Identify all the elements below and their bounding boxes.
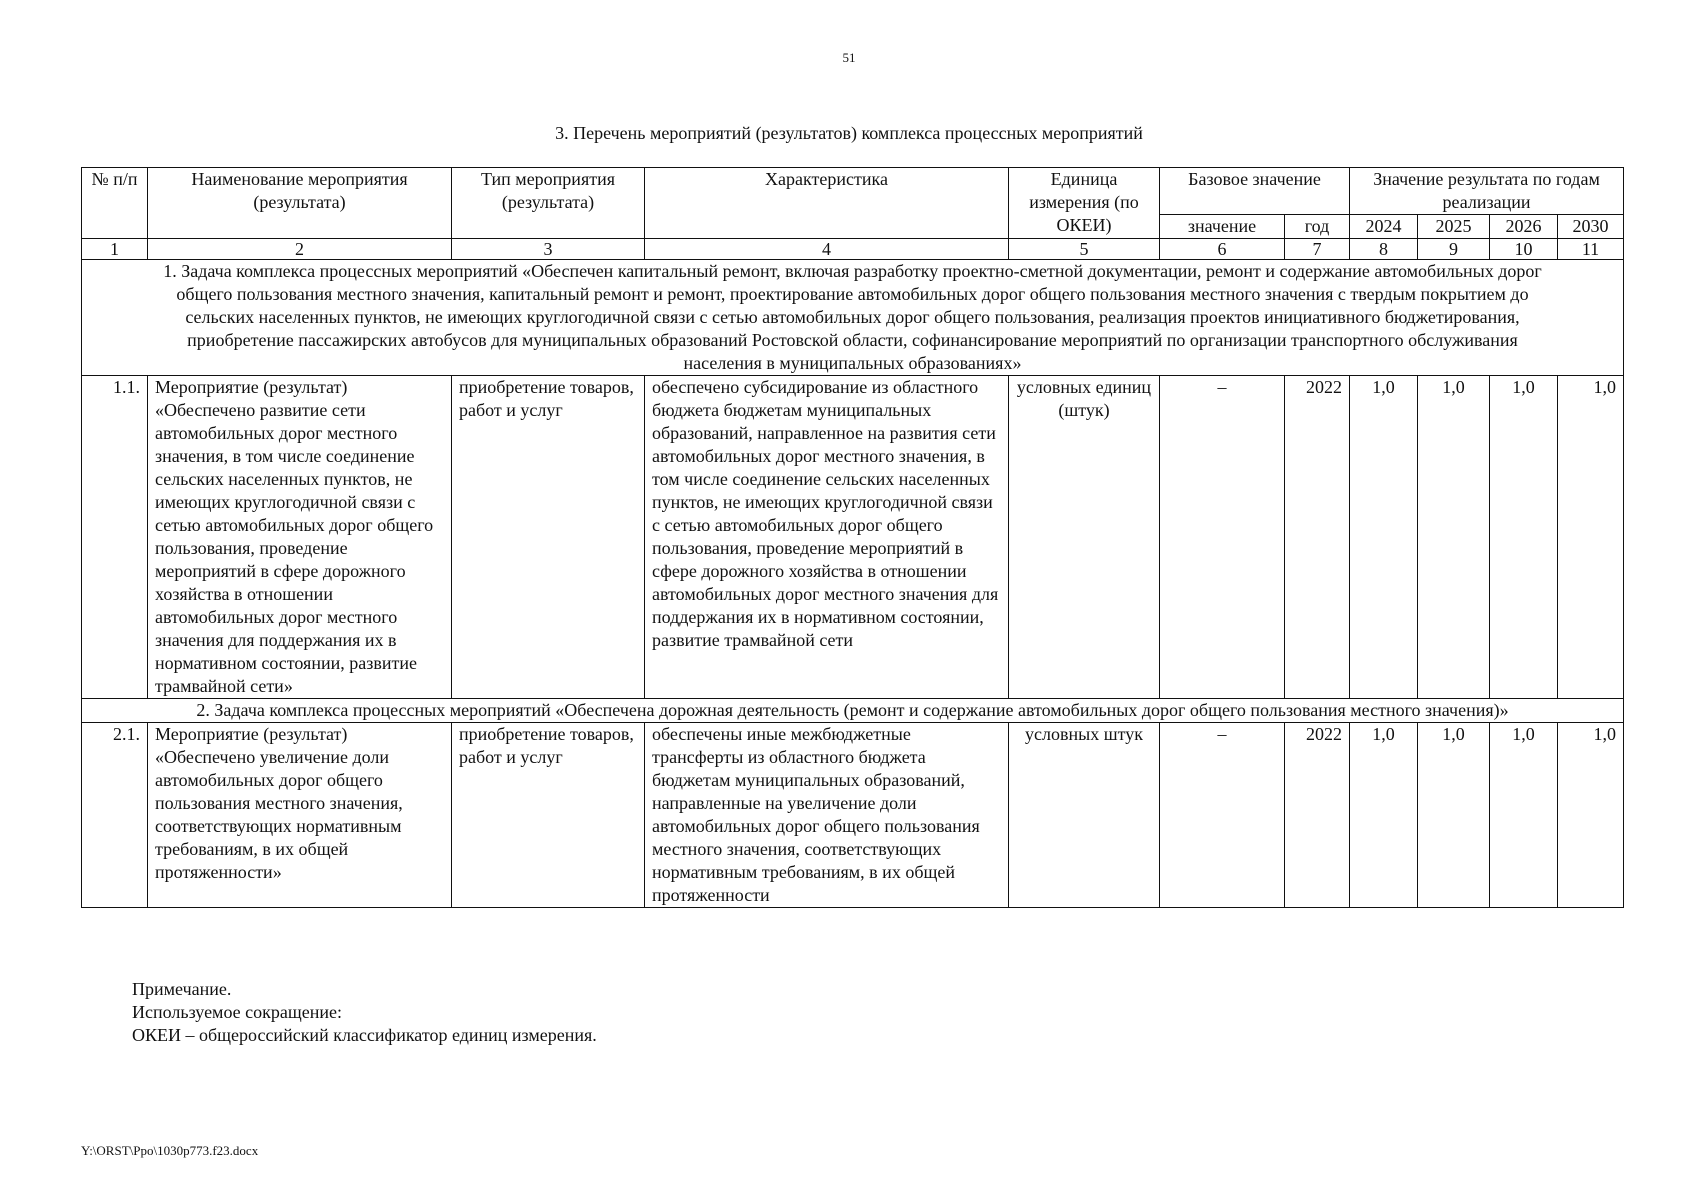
measure-base-year: 2022 [1285, 723, 1350, 908]
header-year: 2030 [1558, 215, 1624, 239]
column-number: 3 [452, 239, 645, 260]
column-number: 6 [1160, 239, 1285, 260]
measure-row [82, 723, 1624, 908]
note-label: Примечание. [132, 979, 232, 999]
header-name: Наименование мероприятия (результата) [148, 168, 452, 239]
measure-row [82, 376, 1624, 699]
task-title: 2. Задача комплекса процессных мероприятий «Обеспечена дорожная деятельность (ремонт и содержание автомобильных дорог общего пользования местного значения)» [82, 699, 1624, 723]
file-path: Y:\ORST\Ppo\1030p773.f23.docx [81, 1143, 259, 1158]
column-numbers-row [82, 239, 1624, 260]
note-text: ОКЕИ – общероссийский классификатор единиц измерения. [132, 1025, 597, 1045]
task-row [82, 699, 1624, 723]
header-characteristic: Характеристика [645, 168, 1009, 239]
header-type: Тип мероприятия (результата) [452, 168, 645, 239]
header-unit: Единица измерения (по ОКЕИ) [1009, 168, 1160, 239]
measure-base-value: – [1160, 723, 1285, 908]
header-year: 2026 [1490, 215, 1558, 239]
measure-value-2024: 1,0 [1350, 376, 1418, 699]
header-base: Базовое значение [1160, 168, 1350, 215]
column-number: 8 [1350, 239, 1418, 260]
page-number: 51 [842, 50, 856, 65]
measure-characteristic: обеспечено субсидирование из областного бюджета бюджетам муниципальных образований, направленное на развития сети автомобильных дорог местного значения, в том числе соединение сельских населенных пунктов, не имеющих круглогодичной связи с сетью автомобильных дорог общего пользования, проведение мероприятий в сфере дорожного хозяйства в отношении автомобильных дорог местного значения для поддержания их в нормативном состоянии, развитие трамвайной сети [645, 376, 1009, 699]
note-subtitle: Используемое сокращение: [132, 1002, 342, 1022]
measure-value-2025: 1,0 [1418, 376, 1490, 699]
measure-value-2030: 1,0 [1558, 376, 1624, 699]
measure-type: приобретение товаров, работ и услуг [452, 376, 645, 699]
measure-characteristic: обеспечены иные межбюджетные трансферты из областного бюджета бюджетам муниципальных образований, направленные на увеличение доли автомобильных дорог общего пользования местного значения, соответствующих нормативным требованиям, в их общей протяженности [645, 723, 1009, 908]
header-results: Значение результата по годам реализации [1350, 168, 1624, 215]
measure-value-2024: 1,0 [1350, 723, 1418, 908]
header-row-1 [82, 168, 1624, 215]
measures-table [81, 167, 1624, 908]
task-row [82, 260, 1624, 376]
measure-name: Мероприятие (результат) «Обеспечено развитие сети автомобильных дорог местного значения, в том числе соединение сельских населенных пунктов, не имеющих круглогодичной связи с сетью автомобильных дорог общего пользования, проведение мероприятий в сфере дорожного хозяйства в отношении автомобильных дорог местного значения для поддержания их в нормативном состоянии, развитие трамвайной сети» [148, 376, 452, 699]
measure-base-year: 2022 [1285, 376, 1350, 699]
column-number: 2 [148, 239, 452, 260]
header-year: 2024 [1350, 215, 1418, 239]
measure-unit: условных штук [1009, 723, 1160, 908]
measure-number: 2.1. [82, 723, 148, 908]
column-number: 1 [82, 239, 148, 260]
column-number: 7 [1285, 239, 1350, 260]
note-block [132, 978, 597, 1047]
measure-name: Мероприятие (результат) «Обеспечено увеличение доли автомобильных дорог общего пользования местного значения, соответствующих нормативным требованиям, в их общей протяженности» [148, 723, 452, 908]
measure-value-2025: 1,0 [1418, 723, 1490, 908]
task-title: 1. Задача комплекса процессных мероприятий «Обеспечен капитальный ремонт, включая разработку проектно-сметной документации, ремонт и содержание автомобильных дорог общего пользования местного значения, капитальный ремонт и ремонт, проектирование автомобильных дорог общего пользования местного значения с твердым покрытием до сельских населенных пунктов, не имеющих круглогодичной связи с сетью автомобильных дорог общего пользования, реализация проектов инициативного бюджетирования, приобретение пассажирских автобусов для муниципальных образований Ростовской области, софинансирование мероприятий по организации транспортного обслуживания населения в муниципальных образованиях» [82, 260, 1624, 376]
measure-type: приобретение товаров, работ и услуг [452, 723, 645, 908]
header-year: 2025 [1418, 215, 1490, 239]
header-base-year: год [1285, 215, 1350, 239]
header-base-value: значение [1160, 215, 1285, 239]
measure-base-value: – [1160, 376, 1285, 699]
column-number: 10 [1490, 239, 1558, 260]
column-number: 11 [1558, 239, 1624, 260]
document-title: 3. Перечень мероприятий (результатов) комплекса процессных мероприятий [555, 123, 1143, 143]
measure-value-2030: 1,0 [1558, 723, 1624, 908]
column-number: 4 [645, 239, 1009, 260]
measure-unit: условных единиц (штук) [1009, 376, 1160, 699]
header-no: № п/п [82, 168, 148, 239]
measure-value-2026: 1,0 [1490, 723, 1558, 908]
column-number: 9 [1418, 239, 1490, 260]
column-number: 5 [1009, 239, 1160, 260]
measure-value-2026: 1,0 [1490, 376, 1558, 699]
measure-number: 1.1. [82, 376, 148, 699]
